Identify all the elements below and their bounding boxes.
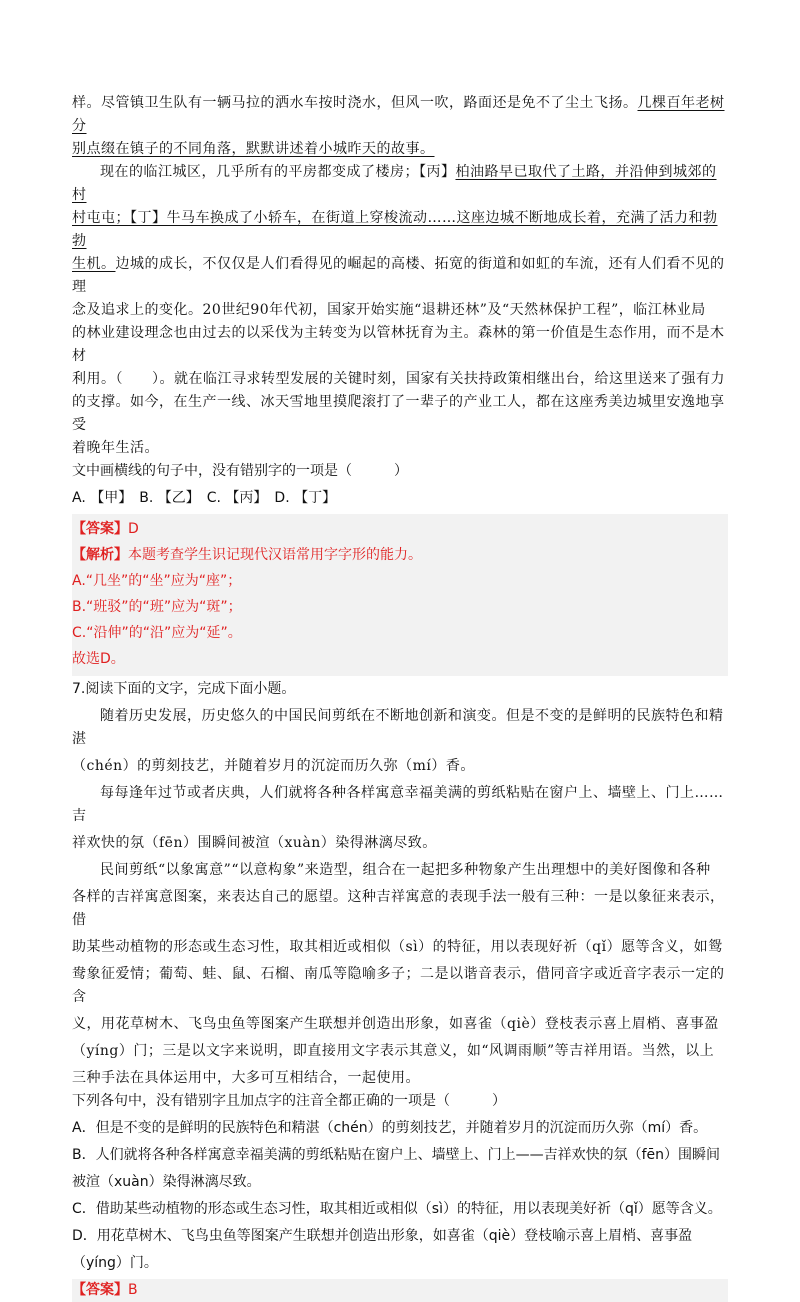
passage-line: 民间剪纸“以象寓意”“以意构象”来造型，组合在一起把多种物象产生出理想中的美好图像和各种 <box>100 862 711 878</box>
analysis-a: A.“几坐”的“坐”应为“座”； <box>72 573 242 589</box>
question-intro: 7.阅读下面的文字，完成下面小题。 <box>72 681 296 697</box>
answer-value: B <box>128 1282 138 1298</box>
passage-line: 鸯象征爱情；葡萄、蛙、鼠、石榴、南瓜等隐喻多子；二是以谐音表示，借同音字或近音字表示一定的含 <box>72 966 725 1005</box>
analysis-line <box>72 542 728 568</box>
underlined-sentence: 几棵百年老树分 <box>72 95 725 134</box>
analysis-tag: 【解析】 <box>72 547 128 563</box>
passage-line: 的支撑。如今，在生产一线、冰天雪地里摸爬滚打了一辈子的产业工人，都在这座秀美边城里安逸地享受 <box>72 394 725 433</box>
answer-value: D <box>128 521 139 537</box>
analysis-c: C.“沿伸”的“沿”应为“延”。 <box>72 625 242 641</box>
option-b-continued: 被渲（xuàn）染得淋漓尽致。 <box>72 1174 261 1190</box>
question-options: A. 【甲】 B. 【乙】 C. 【丙】 D. 【丁】 <box>72 490 337 506</box>
underlined-sentence: 村屯屯；【丁】 <box>72 210 167 226</box>
question-6 <box>72 460 728 676</box>
passage-line: 着晚年生活。 <box>72 440 159 456</box>
analysis-text: 本题考查学生识记现代汉语常用字字形的能力。 <box>128 547 422 563</box>
answer-analysis-box <box>72 514 728 676</box>
passage-line <box>72 207 728 253</box>
passage-line: 利用。（ ）。就在临江寻求转型发展的关键时刻，国家有关扶持政策相继出台，给这里送来了强有力 <box>72 371 725 387</box>
passage-line <box>72 161 728 207</box>
answer-line <box>72 1279 728 1302</box>
passage-line: 祥欢快的氛（fēn）围瞬间被渲（xuàn）染得淋漓尽致。 <box>72 835 437 851</box>
analysis-conclusion: 故选D。 <box>72 651 125 667</box>
option-d-continued: （yíng）门。 <box>72 1255 158 1271</box>
underlined-sentence: 生机。 <box>72 256 116 272</box>
passage-continuation <box>72 92 728 460</box>
underlined-sentence: 柏油路早已取代了土路，并沿伸到城郊的村 <box>72 164 717 203</box>
passage-line: （yíng）门；三是以文字来说明，即直接用文字表示其意义，如“风调雨顺”等吉祥用语。当然，以上 <box>72 1043 715 1059</box>
passage-line: 义，用花草树木、飞鸟虫鱼等图案产生联想并创造出形象，如喜雀（qiè）登枝表示喜上眉梢、喜事盈 <box>72 1016 719 1032</box>
analysis-b: B.“班驳”的“班”应为“斑”； <box>72 599 242 615</box>
passage-line: 各样的吉祥寓意图案，来表达自己的愿望。这种吉祥寓意的表现手法一般有三种：一是以象征来表示，借 <box>72 889 725 928</box>
passage-line: 三种手法在具体运用中，大多可互相结合，一起使用。 <box>72 1070 420 1086</box>
passage-text: 现在的临江城区，几乎所有的平房都变成了楼房；【丙】 <box>100 164 456 180</box>
answer-tag: 【答案】 <box>72 521 128 537</box>
option-b: B．人们就将各种各样寓意幸福美满的剪纸粘贴在窗户上、墙壁上、门上——吉祥欢快的氛（fēn）围瞬间 <box>72 1147 721 1163</box>
answer-line <box>72 516 728 542</box>
document-page <box>72 92 728 1302</box>
question-text: 下列各句中，没有错别字且加点字的注音全都正确的一项是（ ） <box>72 1093 506 1109</box>
passage-line: 助某些动植物的形态或生态习性，取其相近或相似（sì）的特征，用以表现好祈（qǐ）愿等含义，如鸳 <box>72 939 723 955</box>
option-c: C．借助某些动植物的形态或生态习性，取其相近或相似（sì）的特征，用以表现美好祈（qǐ）愿等含义。 <box>72 1201 722 1217</box>
passage-line: 的林业建设理念也由过去的以采伐为主转变为以管林抚育为主。森林的第一价值是生态作用，而不是木材 <box>72 325 725 364</box>
question-text: 文中画横线的句子中，没有错别字的一项是（ ） <box>72 463 408 479</box>
passage-line <box>72 253 728 299</box>
passage-line: 念及追求上的变化。20世纪90年代初，国家开始实施“退耕还林”及“天然林保护工程”，临江林业局 <box>72 302 706 318</box>
passage-line <box>72 92 728 138</box>
underlined-sentence: 牛马车换成了小轿车，在街道上穿梭流动……这座边城不断地成长着，充满了活力和勃勃 <box>72 210 718 249</box>
passage-line: （chén）的剪刻技艺，并随着岁月的沉淀而历久弥（mí）香。 <box>72 758 475 774</box>
underlined-sentence: 别点缀在镇子的不同角落，默默讲述着小城昨天的故事。 <box>72 141 435 157</box>
passage-line: 每每逢年过节或者庆典，人们就将各种各样寓意幸福美满的剪纸粘贴在窗户上、墙壁上、门上……吉 <box>72 785 724 824</box>
passage-text: 边城的成长，不仅仅是人们看得见的崛起的高楼、拓宽的街道和如虹的车流，还有人们看不见的理 <box>72 256 725 295</box>
passage-text: 样。尽管镇卫生队有一辆马拉的洒水车按时浇水，但风一吹，路面还是免不了尘土飞扬。 <box>72 95 638 111</box>
question-7 <box>72 678 728 1302</box>
passage-line: 随着历史发展，历史悠久的中国民间剪纸在不断地创新和演变。但是不变的是鲜明的民族特色和精湛 <box>72 708 724 747</box>
option-a: A．但是不变的是鲜明的民族特色和精湛（chén）的剪刻技艺，并随着岁月的沉淀而历久弥（mí）香。 <box>72 1120 708 1136</box>
answer-tag: 【答案】 <box>72 1282 128 1298</box>
option-d: D．用花草树木、飞鸟虫鱼等图案产生联想并创造出形象，如喜雀（qiè）登枝喻示喜上眉梢、喜事盈 <box>72 1228 693 1244</box>
passage-line <box>72 138 728 161</box>
